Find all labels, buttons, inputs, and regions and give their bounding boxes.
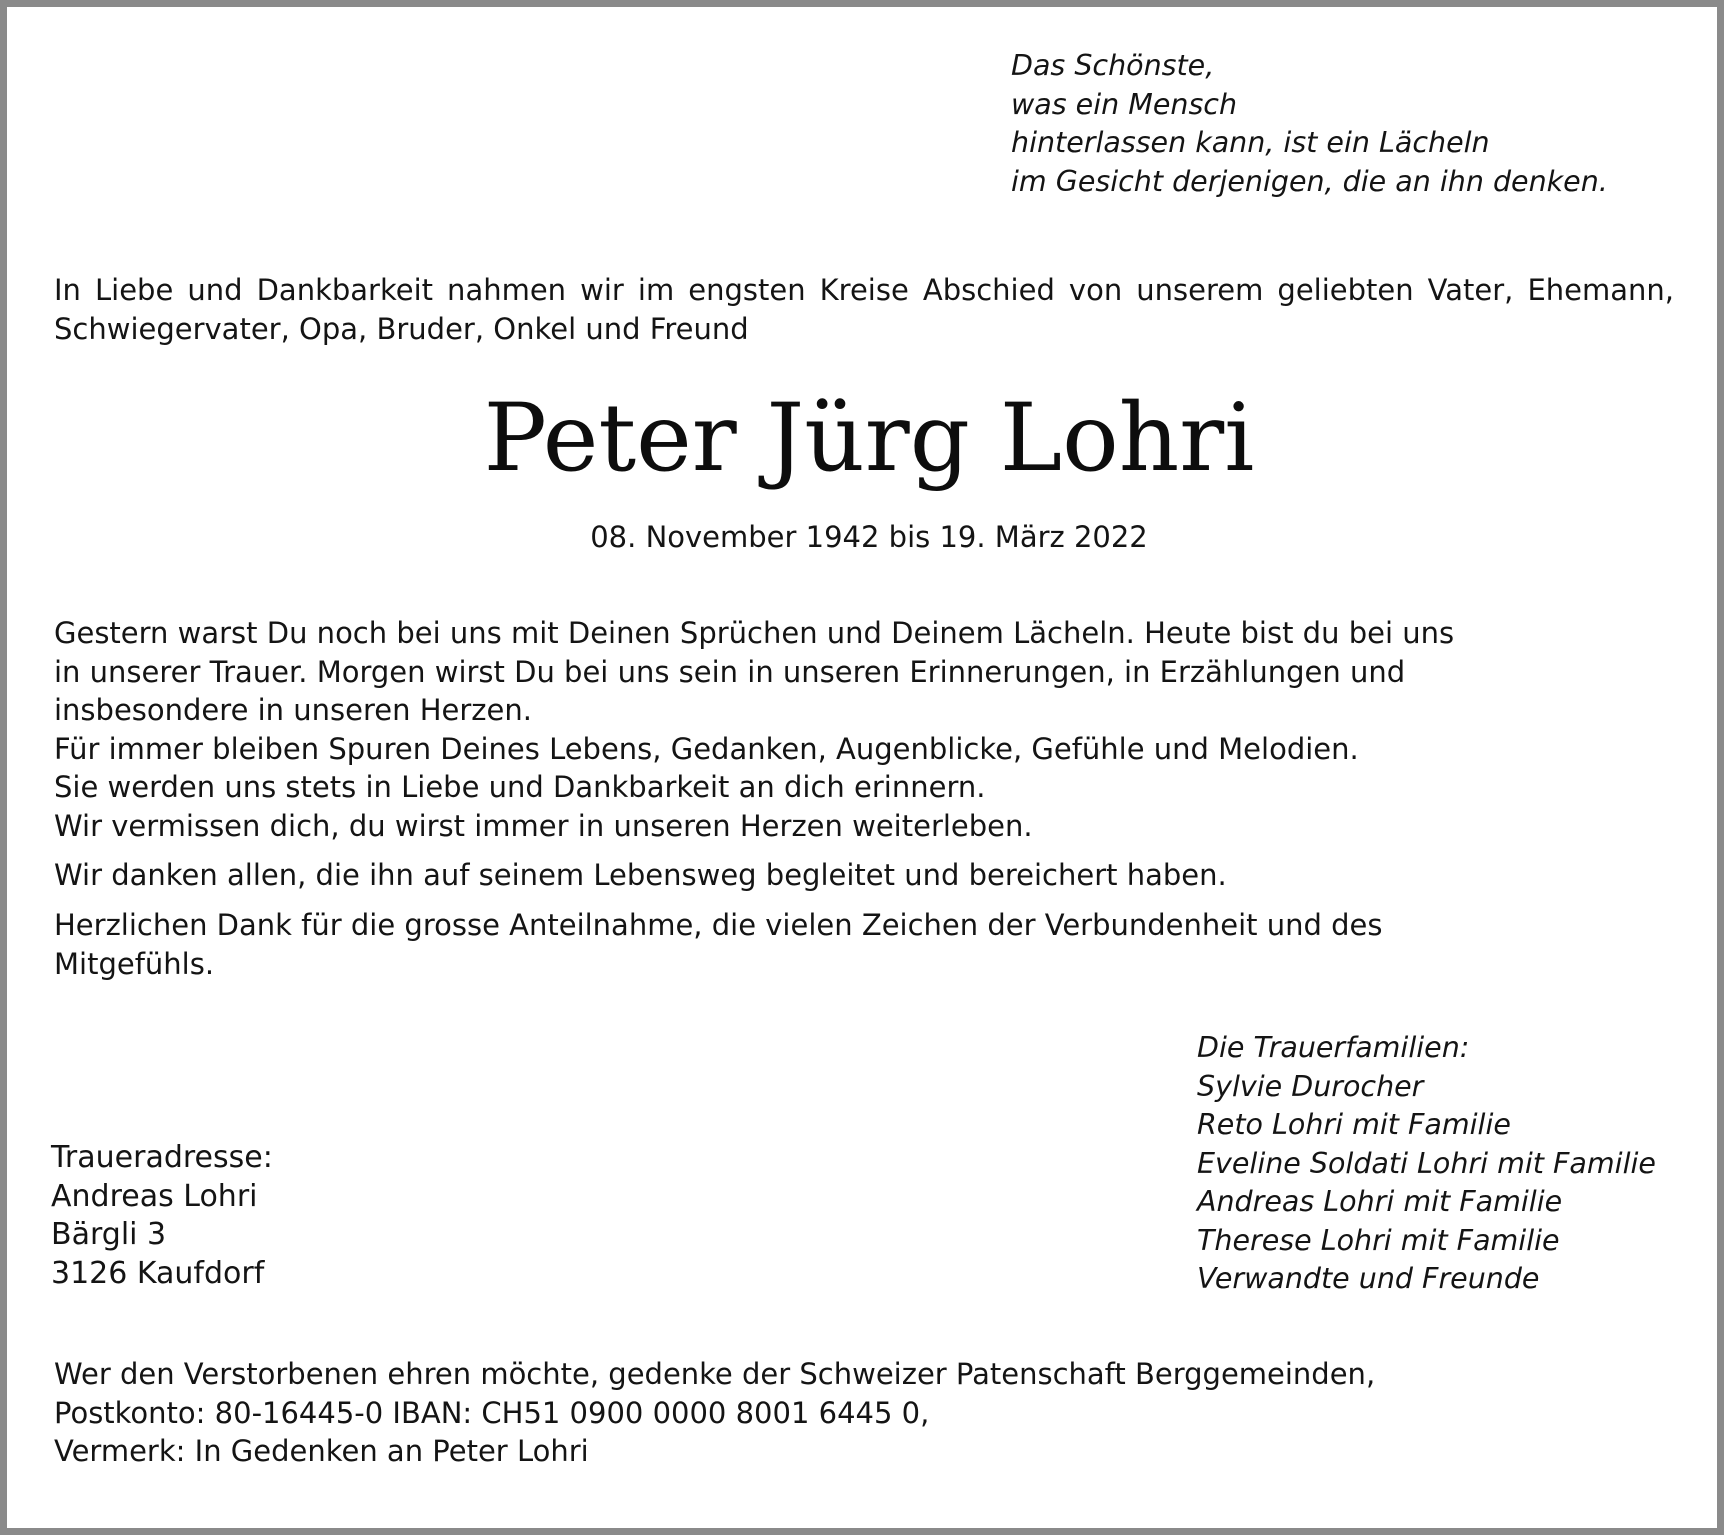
deceased-name: Peter Jürg Lohri — [483, 384, 1255, 493]
donation-line: Postkonto: 80-16445-0 IBAN: CH51 0900 0000 8001 6445 0, — [54, 1395, 930, 1430]
message-paragraph-3 — [54, 906, 1383, 983]
address-city: 3126 Kaufdorf — [51, 1255, 265, 1291]
donation-note — [54, 1355, 1375, 1471]
message-line: insbesondere in unseren Herzen. — [54, 693, 532, 727]
address-name: Andreas Lohri — [51, 1178, 258, 1214]
family-member: Verwandte und Freunde — [1197, 1262, 1540, 1295]
family-member: Reto Lohri mit Familie — [1197, 1108, 1511, 1141]
message-line: in unserer Trauer. Morgen wirst Du bei uns sein in unseren Erinnerungen, in Erzählungen und — [54, 654, 1406, 689]
families-heading: Die Trauerfamilien: — [1197, 1031, 1470, 1064]
address-label: Traueradresse: — [51, 1140, 273, 1175]
family-member: Sylvie Durocher — [1197, 1069, 1424, 1103]
mourning-address — [51, 1139, 273, 1293]
intro-text: In Liebe und Dankbarkeit nahmen wir im engsten Kreise Abschied von unserem geliebten Vater, Ehemann, Schwiegervater, Opa, Bruder, Onkel und Freund — [54, 273, 1674, 346]
quote-line: was ein Mensch — [1011, 87, 1238, 121]
family-member: Andreas Lohri mit Familie — [1197, 1185, 1563, 1218]
message-line: Für immer bleiben Spuren Deines Lebens, Gedanken, Augenblicke, Gefühle und Melodien. — [54, 731, 1359, 766]
message-line: Sie werden uns stets in Liebe und Dankbarkeit an dich erinnern. — [54, 770, 986, 804]
quote-line: hinterlassen kann, ist ein Lächeln — [1011, 126, 1490, 159]
message-line: Herzlichen Dank für die grosse Anteilnahme, die vielen Zeichen der Verbundenheit und des — [54, 908, 1383, 942]
message-paragraph-2: Wir danken allen, die ihn auf seinem Lebensweg begleitet und bereichert haben. — [54, 858, 1227, 892]
donation-line: Vermerk: In Gedenken an Peter Lohri — [54, 1434, 589, 1468]
message-line: Mitgefühls. — [54, 946, 215, 981]
mourning-families — [1197, 1029, 1656, 1299]
memorial-quote — [1011, 47, 1608, 201]
address-street: Bärgli 3 — [51, 1217, 167, 1252]
donation-line: Wer den Verstorbenen ehren möchte, gedenke der Schweizer Patenschaft Berggemeinden, — [54, 1357, 1376, 1391]
quote-line: im Gesicht derjenigen, die an ihn denken. — [1011, 164, 1608, 198]
message-paragraph-1 — [54, 614, 1454, 845]
message-line: Gestern warst Du noch bei uns mit Deinen Sprüchen und Deinem Lächeln. Heute bist du bei uns — [54, 616, 1455, 650]
life-dates: 08. November 1942 bis 19. März 2022 — [590, 520, 1148, 554]
message-line: Wir vermissen dich, du wirst immer in unseren Herzen weiterleben. — [54, 808, 1033, 843]
family-member: Therese Lohri mit Familie — [1197, 1223, 1560, 1257]
family-member: Eveline Soldati Lohri mit Familie — [1197, 1146, 1656, 1180]
quote-line: Das Schönste, — [1011, 49, 1215, 82]
